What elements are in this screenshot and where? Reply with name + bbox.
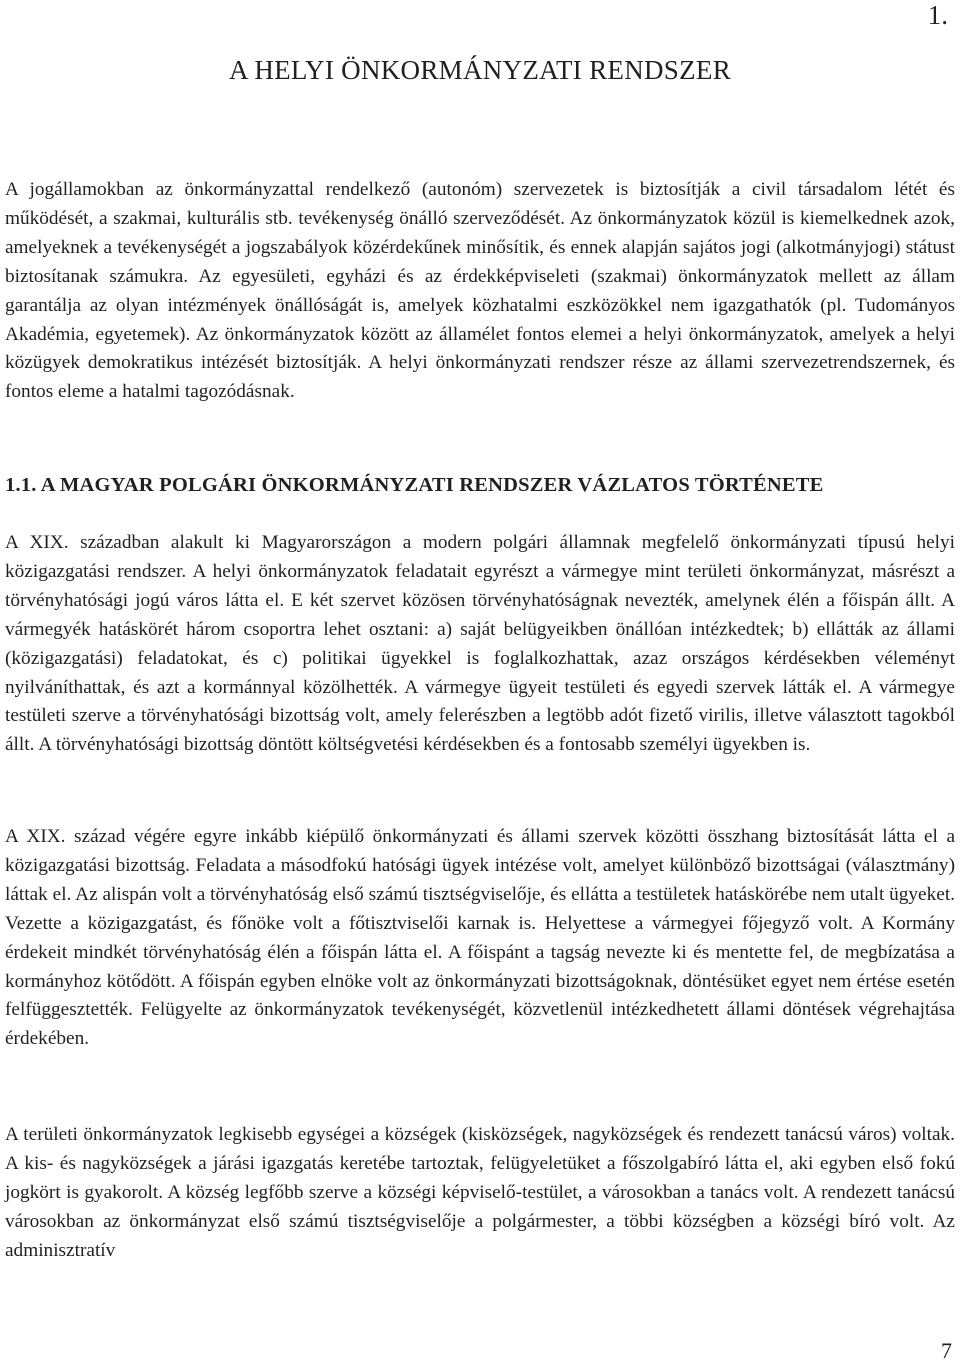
section-heading: 1.1. A MAGYAR POLGÁRI ÖNKORMÁNYZATI RENDSZER VÁZLATOS TÖRTÉNETE (5, 474, 824, 496)
page-number: 7 (941, 1338, 952, 1363)
chapter-number: 1. (927, 0, 948, 30)
intro-paragraph: A jogállamokban az önkormányzattal rendelkező (autonóm) szervezetek is biztosítják a civil társadalom létét és működését, a szakmai, kulturális stb. tevékenység önálló szerveződését. Az önkormányzatok közül is kiemelkednek azok, amelyeknek a tevékenységét a jogszabályok közérdekűnek minősítik, és ennek alapján sajátos jogi (alkotmányjogi) státust biztosítanak számukra. Az egyesületi, egyházi és az érdekképviseleti (szakmai) önkormányzatok mellett az állam garantálja az olyan intézmények önállóságát is, amelyek közhatalmi eszközökkel nem igazgathatók (pl. Tudományos Akadémia, egyetemek). Az önkormányzatok között az államélet fontos elemei a helyi önkormányzatok, amelyek a helyi közügyek demokratikus intézését biztosítják. A helyi önkormányzati rendszer része az állami szervezetrendszernek, és fontos eleme a hatalmi tagozódásnak. (5, 179, 955, 403)
section-paragraph: A területi önkormányzatok legkisebb egységei a községek (kisközségek, nagyközségek és rendezett tanácsú város) voltak. A kis- és nagyközségek a járási igazgatás keretébe tartoztak, felügyeletüket a főszolgabíró látta el, aki egyben első fokú jogkört is gyakorolt. A község legfőbb szerve a községi képviselő-testület, a városokban a tanács volt. A rendezett tanácsú városokban az önkormányzat első számú tisztségviselője a polgármester, a többi községben a községi bíró volt. Az adminisztratív (5, 1124, 955, 1261)
section-paragraph: A XIX. században alakult ki Magyarországon a modern polgári államnak megfelelő önkormányzati típusú helyi közigazgatási rendszer. A helyi önkormányzatok feladatait egyrészt a vármegye mint területi önkormányzat, másrészt a törvényhatósági jogú város látta el. E két szervet közösen törvényhatóságnak nevezték, amelynek élén a főispán állt. A vármegyék hatáskörét három csoportra lehet osztani: a) saját belügyeikben önállóan intézkedtek; b) ellátták az állami (közigazgatási) feladatokat, és c) politikai ügyekkel is foglalkozhattak, azaz országos kérdésekben véleményt nyilváníthattak, és azt a kormánnyal közölhették. A vármegye ügyeit testületi és egyedi szervek látták el. A vármegye testületi szerve a törvényhatósági bizottság volt, amely felerészben a legtöbb adót fizető virilis, illetve választott tagokból állt. A törvényhatósági bizottság döntött költségvetési kérdésekben és a fontosabb személyi ügyekben is. (5, 532, 955, 756)
section-paragraph: A XIX. század végére egyre inkább kiépülő önkormányzati és állami szervek közötti összhang biztosítását látta el a közigazgatási bizottság. Feladata a másodfokú hatósági ügyek intézése volt, amelyet különböző bizottságai (választmány) láttak el. Az alispán volt a törvényhatóság első számú tisztségviselője, és ellátta a testületek hatáskörébe nem utalt ügyeket. Vezette a közigazgatást, és főnöke volt a főtisztviselői karnak is. Helyettese a vármegyei főjegyző volt. A Kormány érdekeit mindkét törvényhatóság élén a főispán látta el. A főispánt a tagság nevezte ki és mentette fel, de megbízatása a kormányhoz kötődött. A főispán egyben elnöke volt az önkormányzati bizottságoknak, döntésüket egyet nem értése esetén felfüggesztették. Felügyelte az önkormányzatok tevékenységét, közvetlenül intézkedhetett állami döntések végrehajtása érdekében. (5, 826, 955, 1050)
chapter-title: A HELYI ÖNKORMÁNYZATI RENDSZER (228, 55, 732, 85)
